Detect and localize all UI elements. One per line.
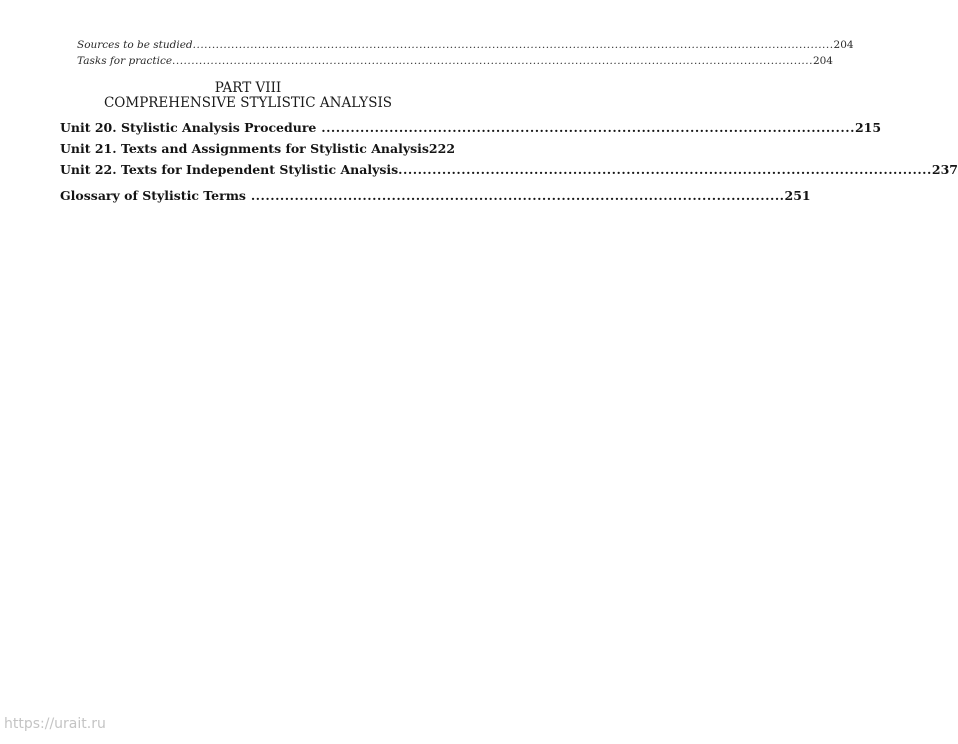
dot-leader: .............................................................................................................. [316,120,855,135]
toc-page-number: 204 [833,39,854,51]
part-title: COMPREHENSIVE STYLISTIC ANALYSIS [103,95,393,111]
toc-entry-label: Glossary of Stylistic Terms [60,188,246,203]
toc-entry-label: Sources to be studied [77,39,193,51]
toc-page-number: 222 [428,141,456,156]
toc-entry-tasks[interactable] [77,55,833,67]
toc-page-number: 237 [931,162,958,177]
toc-entry-glossary[interactable] [60,188,811,203]
toc-entry-label: Tasks for practice [77,55,173,67]
toc-page-number: 204 [812,55,833,67]
dot-leader: .............................................................................................................. [245,188,785,203]
toc-page-number: 215 [854,120,882,135]
toc-entry-unit-22[interactable] [60,162,958,177]
toc-entry-unit-20[interactable] [60,120,882,135]
toc-entry-unit-21[interactable] [60,141,456,156]
part-number: PART VIII [214,80,282,96]
dot-leader: ....................................................................................................................................................................... [172,55,813,67]
toc-entry-label: Unit 20. Stylistic Analysis Procedure [60,120,317,135]
dot-leader: .............................................................................................................. [398,162,932,177]
dot-leader: ....................................................................................................................................................................... [192,39,834,51]
toc-entry-sources[interactable] [77,39,854,51]
toc-entry-label: Unit 22. Texts for Independent Stylistic Analysis [60,162,399,177]
toc-page-number: 251 [784,188,811,203]
watermark-url: https://urait.ru [4,716,106,732]
toc-entry-label: Unit 21. Texts and Assignments for Stylistic Analysis [60,141,429,156]
